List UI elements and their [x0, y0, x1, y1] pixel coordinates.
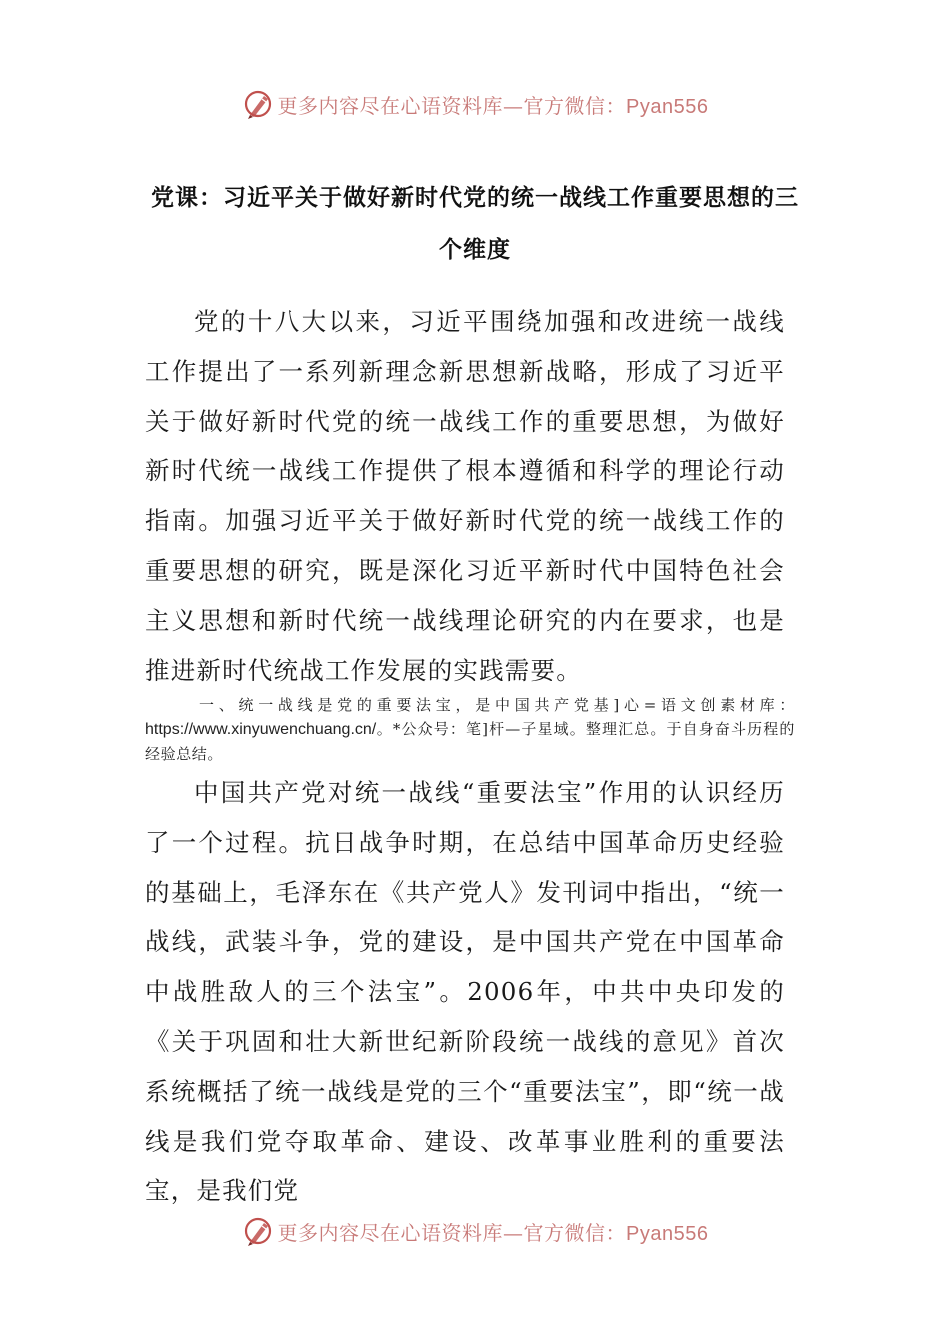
section-heading-prefix: 一、统一战线是党的重要法宝，是中国共产党基]心=语文创素材库：: [199, 696, 795, 714]
section-heading-url: https://www.xinyuwenchuang.cn/: [145, 721, 377, 738]
footer-watermark-banner: [0, 1211, 950, 1251]
header-watermark-banner: [0, 84, 950, 124]
header-watermark-text: [278, 90, 709, 119]
footer-watermark-label: 更多内容尽在心语资料库—官方微信：: [277, 1220, 627, 1245]
footer-watermark-account: Pyan556: [626, 1222, 709, 1245]
pen-nib-logo-icon: [242, 88, 274, 120]
header-watermark-account: Pyan556: [626, 95, 709, 118]
body-paragraph-1: 党的十八大以来，习近平围绕加强和改进统一战线工作提出了一系列新理念新思想新战略，形成了习近平关于做好新时代党的统一战线工作的重要思想，为做好新时代统一战线工作提供了根本遵循和科学的理论行动指南。加强习近平关于做好新时代党的统一战线工作的重要思想的研究，既是深化习近平新时代中国特色社会主义思想和新时代统一战线理论研究的内在要求，也是推进新时代统战工作发展的实践需要。: [145, 307, 785, 685]
pen-nib-logo-icon: [242, 1215, 274, 1247]
footer-watermark-text: [278, 1217, 709, 1246]
document-title: 党课：习近平关于做好新时代党的统一战线工作重要思想的三个维度: [151, 185, 799, 263]
body-paragraph-2: 中国共产党对统一战线“重要法宝”作用的认识经历了一个过程。抗日战争时期，在总结中国革命历史经验的基础上，毛泽东在《共产党人》发刊词中指出，“统一战线，武装斗争，党的建设，是中国共产党在中国革命中战胜敌人的三个法宝”。2006年，中共中央印发的《关于巩固和壮大新世纪新阶段统一战线的意见》首次系统概括了统一战线是党的三个“重要法宝”，即“统一战线是我们党夺取革命、建设、改革事业胜利的重要法宝，是我们党: [145, 778, 785, 1206]
header-watermark-label: 更多内容尽在心语资料库—官方微信：: [277, 93, 627, 118]
section-heading-suffix: 。*公众号：笔]杆—子星域。整理汇总。于自身奋斗历程的经验总结。: [145, 720, 795, 763]
section-heading-1: [145, 693, 795, 766]
